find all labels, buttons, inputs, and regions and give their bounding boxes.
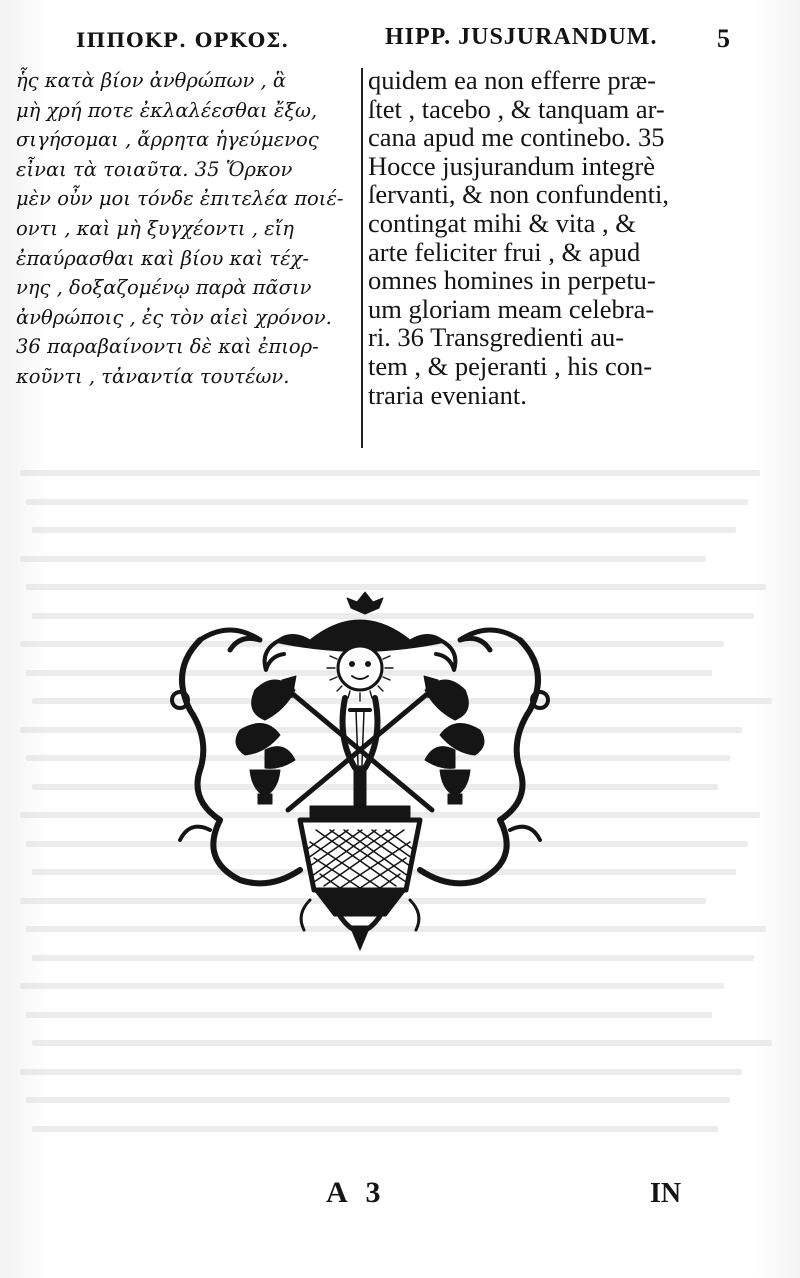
running-head-latin: HIPP. JUSJURANDUM.: [385, 24, 658, 50]
latin-line: contingat mihi & vita , &: [368, 207, 636, 238]
bleed-line: [20, 556, 706, 562]
bleed-line: [32, 1040, 772, 1046]
latin-text-column: [368, 66, 708, 409]
catchword: IN: [650, 1178, 682, 1209]
latin-line: arte feliciter frui , & apud: [368, 236, 641, 267]
latin-line: ri. 36 Transgredienti au-: [368, 322, 625, 353]
greek-line: ἀνθρώποις , ἐς τὸν αἰεὶ χρόνον.: [16, 305, 332, 329]
latin-line: cana apud me continebo. 35: [368, 122, 665, 153]
page-number: 5: [717, 24, 730, 53]
printers-ornament-icon: [160, 580, 560, 960]
latin-line: tem , & pejeranti , his con-: [368, 350, 653, 381]
greek-line: ἐπαύρασθαι καὶ βίου καὶ τέχ-: [16, 246, 309, 270]
running-head: [70, 20, 730, 60]
greek-line: νης , δοξαζομένῳ παρὰ πᾶσιν: [16, 276, 312, 300]
signature-mark: A 3: [326, 1176, 387, 1209]
bleed-line: [20, 983, 724, 989]
greek-line: μὲν οὖν μοι τόνδε ἐπιτελέα ποιέ-: [16, 187, 344, 211]
greek-line: σιγήσομαι , ἄρρητα ἡγεύμενος: [16, 128, 319, 152]
bleed-line: [32, 527, 736, 533]
latin-line: ſtet , tacebo , & tanquam ar-: [368, 93, 665, 124]
latin-line: ſervanti, & non confundenti,: [368, 179, 669, 210]
latin-line: traria eveniant.: [368, 379, 527, 410]
latin-line: quidem ea non efferre præ-: [368, 65, 656, 95]
bleed-line: [32, 1126, 718, 1132]
column-divider: [361, 68, 363, 448]
latin-line: Hocce jusjurandum integrè: [368, 150, 655, 181]
greek-line: 36 παραβαίνοντι δὲ καὶ ἐπιορ-: [16, 335, 319, 359]
greek-line: εἶναι τὰ τοιαῦτα. 35 Ὅρκον: [16, 157, 293, 181]
running-head-greek: ΙΠΠΟΚΡ. ΟΡΚΟΣ.: [76, 28, 290, 52]
greek-line: κοῦντι , τἀναντία τουτέων.: [16, 364, 290, 388]
greek-line: μὴ χρή ποτε ἐκλαλέεσθαι ἔξω,: [16, 98, 318, 122]
greek-text-column: [16, 66, 356, 392]
bleed-line: [26, 499, 748, 505]
bleed-line: [26, 1097, 730, 1103]
greek-line: ἧς κατὰ βίον ἀνθρώπων , ἃ: [16, 69, 287, 92]
bleed-line: [20, 470, 760, 476]
bleed-line: [26, 1012, 712, 1018]
greek-line: οντι , καὶ μὴ ξυγχέοντι , εἴη: [16, 216, 294, 240]
latin-line: um gloriam meam celebra-: [368, 293, 655, 324]
latin-line: omnes homines in perpetu-: [368, 265, 656, 296]
bleed-line: [20, 1069, 742, 1075]
